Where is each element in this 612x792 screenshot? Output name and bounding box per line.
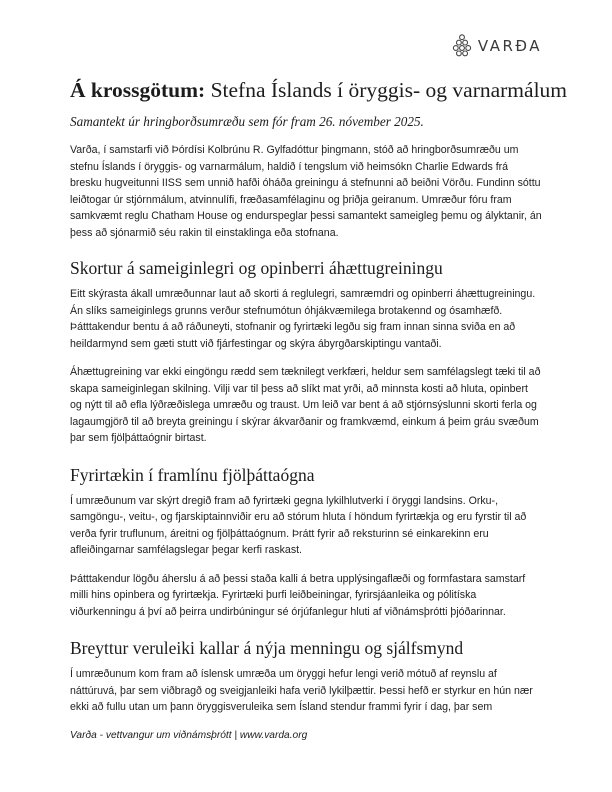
section-paragraph: Þátttakendur lögðu áherslu á að þessi staða kalli á betra upplýsingaflæði og formfastara samstarf milli hins opinbera og fyrirtækja. Fyrirtæki þurfi leiðbeiningar, fyrirsjáanleika og pólitíska viðurkenningu á því að þeirra undirbúningur sé órjúfanlegur hluti af viðnámsþrótti þjóðarinnar. (70, 572, 526, 618)
brand-logo-text: VARÐA (477, 37, 542, 55)
page-subtitle: Samantekt úr hringborðsumræðu sem fór fram 26. nóvember 2025. (70, 114, 424, 129)
section-paragraph: Í umræðunum kom fram að íslensk umræða um öryggi hefur lengi verið mótuð af reynslu af náttúruvá, þar sem viðbragð og sveigjanleiki hafa verið lykilþættir. Þessi hefð er styrkur en hún nær ekki að fullu utan um þann öryggisveruleika sem Ísland stendur frammi fyrir í dag, þar sem (70, 668, 533, 713)
page-title (70, 76, 568, 104)
section-heading-companies: Fyrirtækin í framlínu fjölþáttaógna (70, 464, 315, 485)
section-paragraph: Áhættugreining var ekki eingöngu rædd sem tæknilegt verkfæri, heldur sem samfélagslegt tæki til að skapa sameiginlegan skilning. Vilji var til þess að slíkt mat yrði, að minnsta kosti að hluta, opinbert og nýtt til að efla lýðræðislega umræðu og traust. Um leið var bent á að stjórnsýslunni skorti ferla og lagaumgjörð til að breyta greiningu í skýrar ákvarðanir og framkvæmd, einkum á þeim gráu svæðum þar sem fjölþáttaógnir birtast. (70, 366, 541, 444)
section-heading-risk-assessment: Skortur á sameiginlegri og opinberri áhættugreiningu (70, 258, 443, 278)
section-paragraph: Eitt skýrasta ákall umræðunnar laut að skorti á reglulegri, samræmdri og opinberri áhættugreiningu. Án slíks sameiginlegs grunns verður stefnumótun óhjákvæmilega brotakennd og ósamhæfð. Þátttakendur bentu á að ráðuneyti, stofnanir og fyrirtæki legðu sig fram innan sinna sviða en að heildarmynd sem gæti stutt við fjárfestingar og skýra ábyrgðarskiptingu vantaði. (70, 288, 536, 350)
section-paragraph: Í umræðunum var skýrt dregið fram að fyrirtæki gegna lykilhlutverki í öryggi landsins. Orku-, samgöngu-, veitu-, og fjarskiptainnviðir eru að stórum hluta í höndum fyrirtækja og eru fyrstir til að verða fyrir truflunum, áreitni og fjölþáttaógnum. Þrátt fyrir að reksturinn sé einkarekinn eru afleiðingarnar samfélagslegar þegar kerfi raskast. (70, 494, 527, 556)
document-content (70, 76, 568, 716)
page-footer: Varða - vettvangur um viðnámsþrótt | www.varda.org (70, 730, 308, 741)
grapes-logo-icon (452, 34, 472, 58)
section-heading-culture: Breyttur veruleiki kallar á nýja menningu og sjálfsmynd (70, 638, 464, 658)
intro-paragraph: Varða, í samstarfi við Þórdísi Kolbrúnu R. Gylfadóttur þingmann, stóð að hringborðsumræðu um stefnu Íslands í öryggis- og varnarmálum, haldið í tengslum við heimsókn Charlie Edwards frá bresku hugveitunni IISS sem unnið hafði óháða greiningu á stefnunni að beiðni Vörðu. Fundinn sóttu leiðtogar úr stjórnmálum, atvinnulífi, fræðasamfélaginu og þriðja geiranum. Umræður fóru fram samkvæmt reglu Chatham House og endurspeglar þessi samantekt sameigleg þemu og ályktanir, án þess að sjónarmið séu rakin til einstaklinga eða stofnana. (70, 144, 542, 239)
page-title-rest: Stefna Íslands í öryggis- og varnarmálum (205, 78, 568, 102)
brand-logo (452, 34, 542, 58)
page-title-strong: Á krossgötum: (70, 78, 206, 102)
